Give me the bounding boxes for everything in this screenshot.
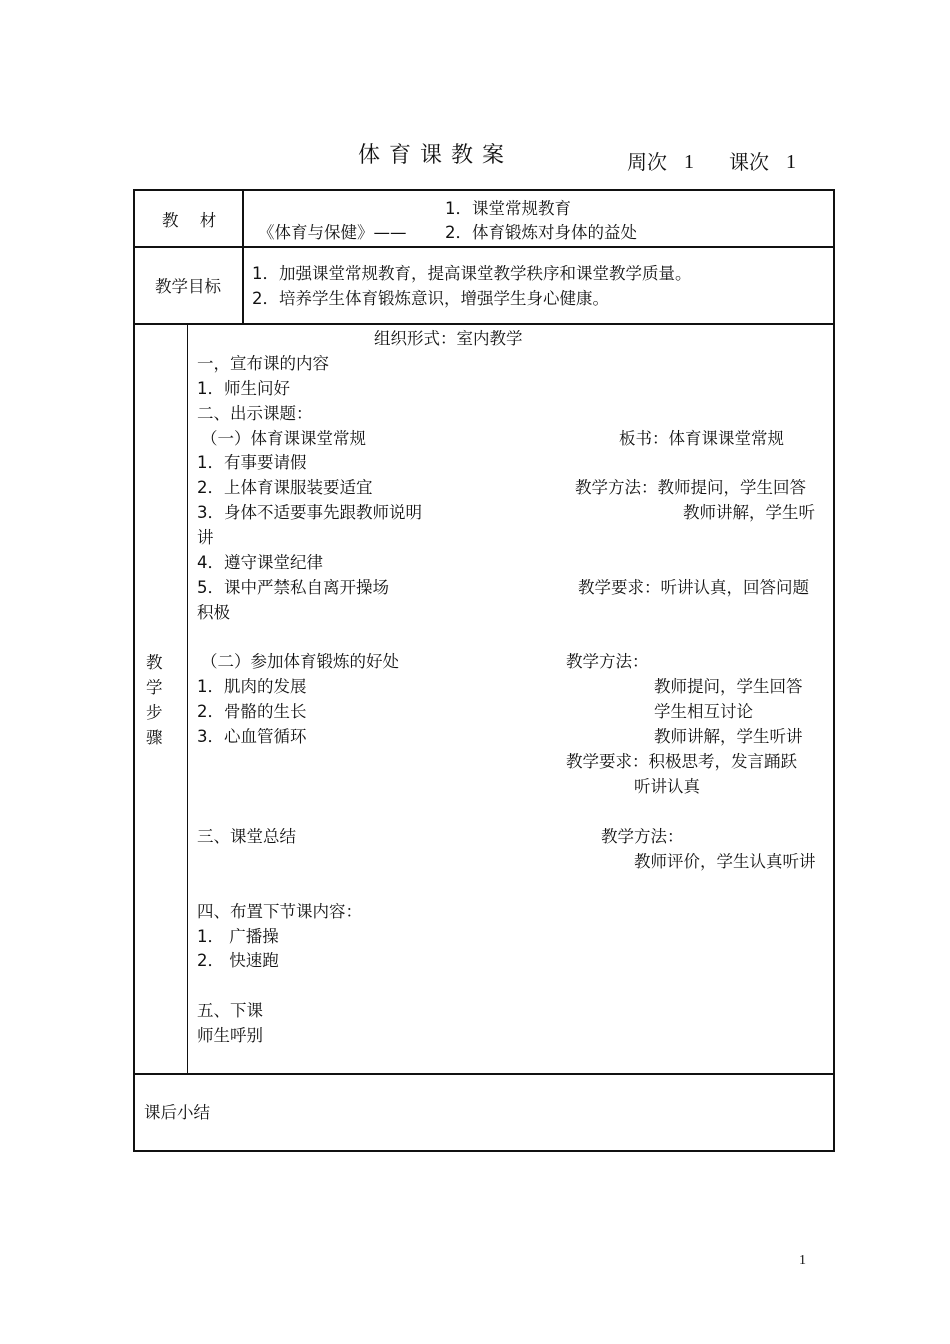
- week-label: 周次: [627, 150, 667, 174]
- step-note: 教师讲解，学生听讲: [654, 727, 803, 746]
- step-line: 3．心血管循环: [197, 727, 307, 746]
- step-note: 板书：体育课课堂常规: [619, 429, 784, 448]
- page-number: 1: [799, 1253, 806, 1268]
- step-line: 1． 广播操: [197, 927, 279, 946]
- step-line: 三、课堂总结: [197, 827, 296, 846]
- step-note: 教学方法：: [601, 827, 684, 846]
- step-note: 教学要求：听讲认真，回答问题: [578, 578, 809, 597]
- step-note: 教师评价，学生认真听讲: [634, 852, 816, 871]
- row-divider: [133, 1073, 835, 1075]
- page-title: 体育课教案: [358, 143, 514, 168]
- lesson-label: 课次: [729, 150, 769, 174]
- goal-2: 2．培养学生体育锻炼意识，增强学生身心健康。: [252, 289, 609, 308]
- material-book: 《体育与保健》——: [258, 223, 407, 242]
- goal-1: 1．加强课堂常规教育，提高课堂教学秩序和课堂教学质量。: [252, 264, 692, 283]
- goals-label: 教学目标: [155, 277, 221, 296]
- step-line: （二）参加体育锻炼的好处: [201, 652, 399, 671]
- lesson-number: 1: [786, 151, 796, 173]
- step-note: 教学方法：: [566, 652, 649, 671]
- summary-label: 课后小结: [144, 1103, 210, 1122]
- step-line: 3．身体不适要事先跟教师说明: [197, 503, 422, 522]
- table-border-right: [833, 189, 835, 1152]
- step-note: 教师提问，学生回答: [654, 677, 803, 696]
- step-line: 五、下课: [197, 1001, 263, 1020]
- steps-label-char: 骤: [146, 728, 163, 747]
- step-line: 1．有事要请假: [197, 453, 307, 472]
- step-line: 二、出示课题：: [197, 404, 313, 423]
- column-divider: [242, 189, 244, 325]
- step-line: 1．师生问好: [197, 379, 290, 398]
- steps-label-char: 教: [146, 653, 163, 672]
- row-divider: [133, 323, 835, 325]
- step-line: 师生呼别: [197, 1026, 263, 1045]
- table-border-left: [133, 189, 135, 1152]
- column-divider: [187, 323, 188, 1075]
- material-label: 教 材: [162, 211, 225, 230]
- step-line: 2．骨骼的生长: [197, 702, 307, 721]
- step-line: （一）体育课课堂常规: [201, 429, 366, 448]
- step-line: 四、布置下节课内容：: [197, 902, 362, 921]
- steps-label-char: 学: [146, 678, 163, 697]
- table-border-bottom: [133, 1150, 835, 1152]
- step-line: 5．课中严禁私自离开操场: [197, 578, 389, 597]
- table-border-top: [133, 189, 835, 191]
- step-line: 2．上体育课服装要适宜: [197, 478, 373, 497]
- step-note: 听讲认真: [634, 777, 700, 796]
- organization-form: 组织形式：室内教学: [374, 329, 523, 348]
- step-line: 讲: [197, 528, 214, 547]
- step-line: 2． 快速跑: [197, 951, 279, 970]
- step-line: 1．肌肉的发展: [197, 677, 307, 696]
- week-number: 1: [684, 151, 694, 173]
- row-divider: [133, 246, 835, 248]
- material-topic-2: 2．体育锻炼对身体的益处: [445, 223, 637, 242]
- step-note: 教学要求：积极思考，发言踊跃: [566, 752, 797, 771]
- step-note: 教学方法：教师提问，学生回答: [575, 478, 806, 497]
- step-line: 一，宣布课的内容: [197, 354, 329, 373]
- step-note: 学生相互讨论: [654, 702, 753, 721]
- step-line: 积极: [197, 603, 230, 622]
- step-line: 4．遵守课堂纪律: [197, 553, 323, 572]
- steps-label-char: 步: [146, 703, 163, 722]
- material-topic-1: 1．课堂常规教育: [445, 199, 571, 218]
- step-note: 教师讲解，学生听: [683, 503, 815, 522]
